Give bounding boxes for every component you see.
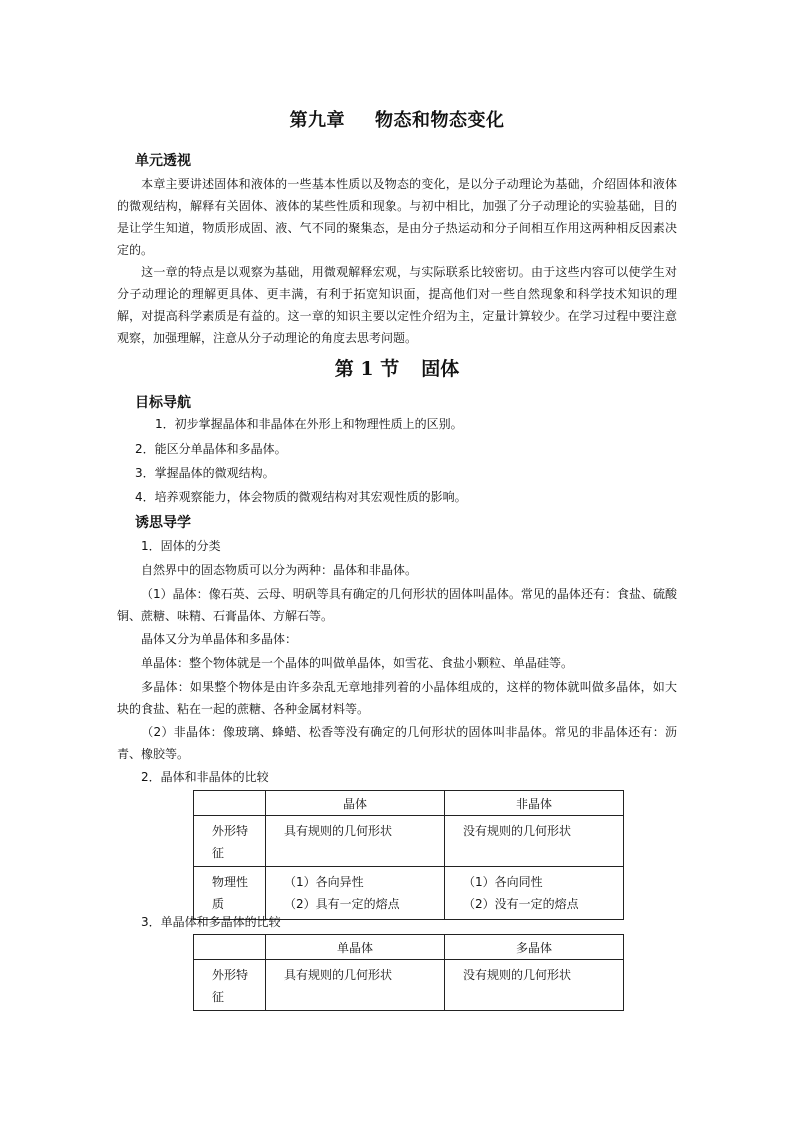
- overview-p2-text: 这一章的特点是以观察为基础，用微观解释宏观，与实际联系比较密切。由于这些内容可以使学生对分子动理论的理解更具体、更丰满，有利于拓宽知识面，提高他们对一些自然现象和科学技术知识的理解，对提高科学素质是有益的。这一章的知识主要以定性介绍为主，定量计算较少。在学习过程中要注意观察，加强理解，注意从分子动理论的角度去思考问题。: [117, 265, 677, 345]
- guide-item-3: 3．单晶体和多晶体的比较: [141, 915, 281, 929]
- table-cell: [445, 816, 624, 867]
- cell-text: （2）没有一定的熔点: [463, 897, 579, 911]
- polycrystal-paragraph: [117, 676, 677, 720]
- cell-text: 没有规则的几何形状: [463, 968, 572, 982]
- table-header-cell: 非晶体: [445, 791, 624, 816]
- goals-heading: 目标导航: [135, 395, 191, 411]
- table-row-label: [194, 960, 266, 1011]
- single-crystal-line: 单晶体：整个物体就是一个晶体的叫做单晶体，如雪花、食盐小颗粒、单晶硅等。: [141, 656, 574, 670]
- table-header-cell: 单晶体: [266, 935, 445, 960]
- guide-item-2: 2．晶体和非晶体的比较: [141, 770, 269, 784]
- table-header-cell: [194, 791, 266, 816]
- crystal-paragraph: [117, 583, 677, 627]
- cell-text: （1）各向异性: [284, 875, 364, 889]
- guide-line-classification: 自然界中的固态物质可以分为两种：晶体和非晶体。: [141, 563, 418, 577]
- amorphous-paragraph: [117, 721, 677, 765]
- goal-item: 3．掌握晶体的微观结构。: [135, 466, 275, 480]
- table-row: [194, 960, 624, 1011]
- amorphous-text: （2）非晶体：像玻璃、蜂蜡、松香等没有确定的几何形状的固体叫非晶体。常见的非晶体还有：沥青、橡胶等。: [117, 725, 677, 761]
- table-cell: [445, 867, 624, 920]
- table-row-label: [194, 816, 266, 867]
- overview-paragraph-1: [117, 173, 677, 261]
- table-header-row: [194, 935, 624, 960]
- table-header-cell: [194, 935, 266, 960]
- chapter-title: [0, 106, 794, 132]
- goal-item: 2．能区分单晶体和多晶体。: [135, 442, 287, 456]
- goal-item: 4．培养观察能力，体会物质的微观结构对其宏观性质的影响。: [135, 490, 467, 504]
- chapter-name: 物态和物态变化: [375, 110, 505, 131]
- table-cell: [266, 960, 445, 1011]
- crystal-split-line: 晶体又分为单晶体和多晶体：: [141, 632, 298, 646]
- row-label-text: 外形特征: [212, 968, 249, 1004]
- table-header-cell: 多晶体: [445, 935, 624, 960]
- chapter-number: 第九章: [289, 110, 345, 131]
- table-cell: [445, 960, 624, 1011]
- crystal-text: （1）晶体：像石英、云母、明矾等具有确定的几何形状的固体叫晶体。常见的晶体还有：食盐、硫酸铜、蔗糖、味精、石膏晶体、方解石等。: [117, 587, 677, 623]
- row-label-text: 物理性质: [212, 875, 249, 911]
- polycrystal-text: 多晶体：如果整个物体是由许多杂乱无章地排列着的小晶体组成的，这样的物体就叫做多晶体，如大块的食盐、粘在一起的蔗糖、各种金属材料等。: [117, 680, 677, 716]
- overview-paragraph-2: [117, 261, 677, 349]
- goal-item: 1．初步掌握晶体和非晶体在外形上和物理性质上的区别。: [155, 417, 463, 431]
- single-vs-polycrystal-table: [193, 934, 624, 1011]
- crystal-vs-amorphous-table: [193, 790, 624, 920]
- guide-heading: 诱思导学: [135, 515, 191, 531]
- section-title: [0, 354, 794, 381]
- table-cell: [266, 867, 445, 920]
- table-row: [194, 816, 624, 867]
- cell-text: 没有规则的几何形状: [463, 824, 572, 838]
- overview-p1-text: 本章主要讲述固体和液体的一些基本性质以及物态的变化，是以分子动理论为基础，介绍固体和液体的微观结构，解释有关固体、液体的某些性质和现象。与初中相比，加强了分子动理论的实验基础，目的是让学生知道，物质形成固、液、气不同的聚集态，是由分子热运动和分子间相互作用这两种相反因素决定的。: [117, 177, 677, 257]
- cell-text: （1）各向同性: [463, 875, 543, 889]
- cell-text: 具有规则的几何形状: [284, 824, 393, 838]
- section-name: 固体: [421, 358, 460, 380]
- section-number: 第 1 节: [334, 358, 400, 380]
- guide-item-1: 1．固体的分类: [141, 539, 221, 553]
- row-label-text: 外形特征: [212, 824, 249, 860]
- table-cell: [266, 816, 445, 867]
- overview-heading: 单元透视: [135, 153, 191, 169]
- table-header-row: [194, 791, 624, 816]
- cell-text: （2）具有一定的熔点: [284, 897, 400, 911]
- cell-text: 具有规则的几何形状: [284, 968, 393, 982]
- table-header-cell: 晶体: [266, 791, 445, 816]
